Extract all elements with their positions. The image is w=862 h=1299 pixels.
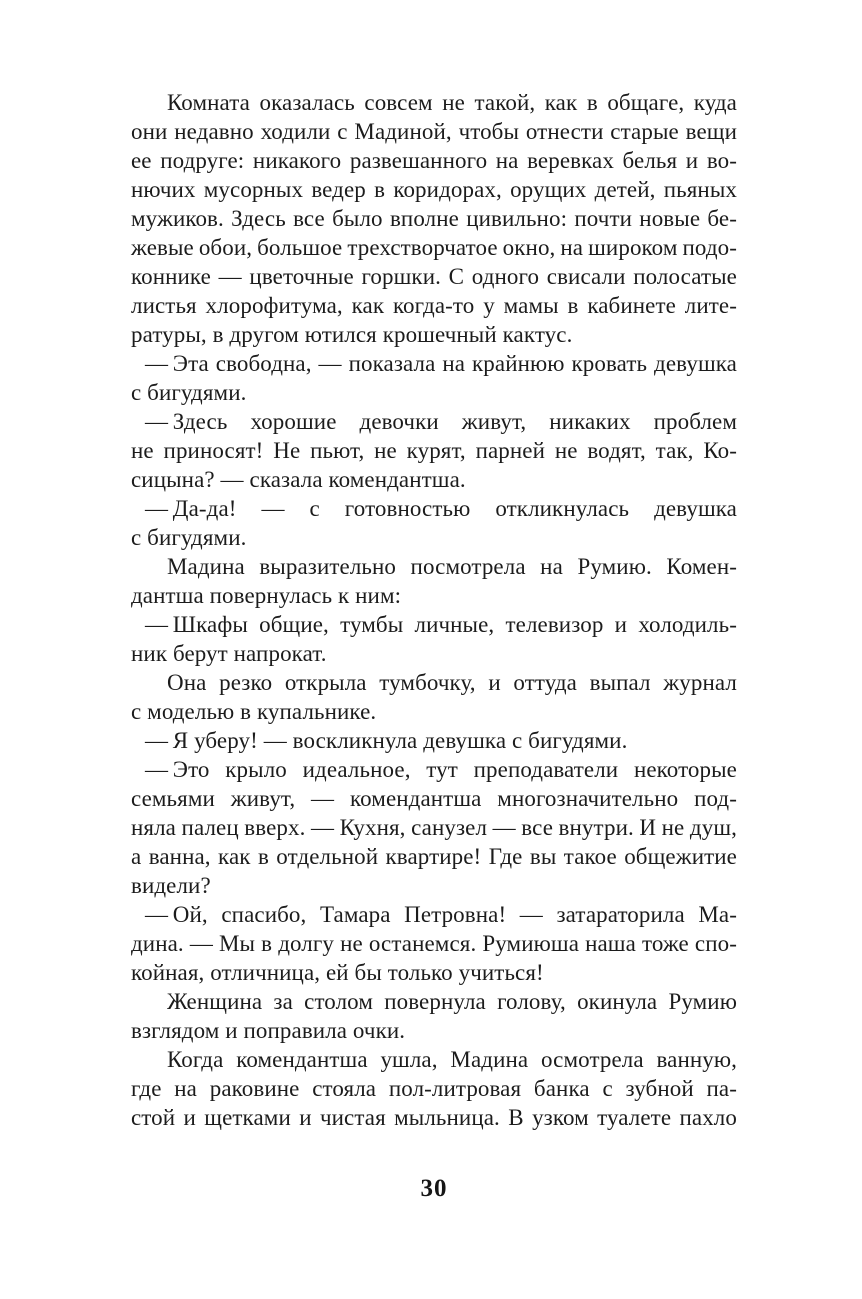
text-line-content: коннике — цветочные горшки. С одного свисали полосатые <box>131 264 737 289</box>
text-line <box>131 378 737 407</box>
text-line <box>131 987 737 1016</box>
text-line-content: видели? <box>131 873 211 898</box>
text-line <box>131 117 737 146</box>
text-line-content: ее подруге: никакого развешанного на веревках белья и во- <box>131 148 737 173</box>
text-line-content: — Шкафы общие, тумбы личные, телевизор и холодиль- <box>145 612 737 637</box>
text-line-content: семьями живут, — комендантша многозначительно под- <box>131 786 737 811</box>
text-line <box>131 320 737 349</box>
text-line-content: с бигудями. <box>131 380 247 405</box>
text-line-content: не приносят! Не пьют, не курят, парней не водят, так, Ко- <box>131 438 737 463</box>
text-line-content: Она резко открыла тумбочку, и оттуда выпал журнал <box>167 670 737 695</box>
text-line-content: жевые обои, большое трехстворчатое окно, на широком подо- <box>131 235 737 260</box>
text-line-content: с моделью в купальнике. <box>131 699 377 724</box>
text-line <box>131 465 737 494</box>
text-line <box>131 233 737 262</box>
text-line-content: Когда комендантша ушла, Мадина осмотрела ванную, <box>167 1047 737 1072</box>
text-line <box>131 842 737 871</box>
text-line <box>131 581 737 610</box>
text-line <box>131 436 737 465</box>
text-line <box>131 175 737 204</box>
text-line-content: они недавно ходили с Мадиной, чтобы отнести старые вещи <box>131 119 737 144</box>
text-line <box>131 784 737 813</box>
page-text <box>131 88 737 1132</box>
text-line-content: листья хлорофитума, как когда-то у мамы в кабинете лите- <box>131 293 737 318</box>
text-line-content: Мадина выразительно посмотрела на Румию. Комен- <box>167 554 737 579</box>
text-line-content: — Эта свободна, — показала на крайнюю кровать девушка <box>145 351 737 376</box>
text-line <box>131 610 737 639</box>
text-line-content: нючих мусорных ведер в коридорах, орущих детей, пьяных <box>131 177 737 202</box>
text-line-content: ник берут напрокат. <box>131 641 327 666</box>
text-line <box>131 1103 737 1132</box>
text-line <box>131 668 737 697</box>
text-line-content: взглядом и поправила очки. <box>131 1018 406 1043</box>
text-line <box>131 755 737 784</box>
text-line <box>131 407 737 436</box>
text-line <box>131 1074 737 1103</box>
text-line <box>131 726 737 755</box>
text-line <box>131 262 737 291</box>
text-line-content: — Да-да! — с готовностью откликнулась девушка <box>145 496 737 521</box>
text-line-content: Женщина за столом повернула голову, окинула Румию <box>167 989 737 1014</box>
text-line-content: дантша повернулась к ним: <box>131 583 402 608</box>
text-line <box>131 900 737 929</box>
text-line-content: дина. — Мы в долгу не останемся. Румиюша наша тоже спо- <box>131 931 737 956</box>
page-number: 30 <box>420 1175 448 1202</box>
text-line <box>131 639 737 668</box>
text-line <box>131 88 737 117</box>
text-line-content: стой и щетками и чистая мыльница. В узком туалете пахло <box>131 1105 737 1130</box>
text-line <box>131 1045 737 1074</box>
text-line <box>131 929 737 958</box>
text-line-content: Комната оказалась совсем не такой, как в общаге, куда <box>167 90 737 115</box>
text-line <box>131 1016 737 1045</box>
text-line <box>131 871 737 900</box>
text-line <box>131 697 737 726</box>
text-line <box>131 494 737 523</box>
text-line <box>131 523 737 552</box>
text-line-content: койная, отличница, ей бы только учиться! <box>131 960 544 985</box>
text-line <box>131 349 737 378</box>
text-line-content: с бигудями. <box>131 525 247 550</box>
text-line-content: — Ой, спасибо, Тамара Петровна! — затараторила Ма- <box>145 902 737 927</box>
text-line <box>131 204 737 233</box>
text-line <box>131 146 737 175</box>
text-line-content: няла палец вверх. — Кухня, санузел — все внутри. И не душ, <box>131 815 737 840</box>
text-line-content: — Я уберу! — воскликнула девушка с бигудями. <box>145 728 628 753</box>
text-line <box>131 552 737 581</box>
text-line <box>131 813 737 842</box>
text-line-content: мужиков. Здесь все было вполне цивильно: почти новые бе- <box>131 206 737 231</box>
text-line <box>131 291 737 320</box>
text-line <box>131 958 737 987</box>
text-line-content: — Здесь хорошие девочки живут, никаких проблем <box>145 409 737 434</box>
text-line-content: ратуры, в другом ютился крошечный кактус. <box>131 322 573 347</box>
text-line-content: а ванна, как в отдельной квартире! Где вы такое общежитие <box>131 844 737 869</box>
text-line-content: где на раковине стояла пол-литровая банка с зубной па- <box>131 1076 737 1101</box>
text-line-content: сицына? — сказала комендантша. <box>131 467 466 492</box>
text-line-content: — Это крыло идеальное, тут преподаватели некоторые <box>145 757 737 782</box>
